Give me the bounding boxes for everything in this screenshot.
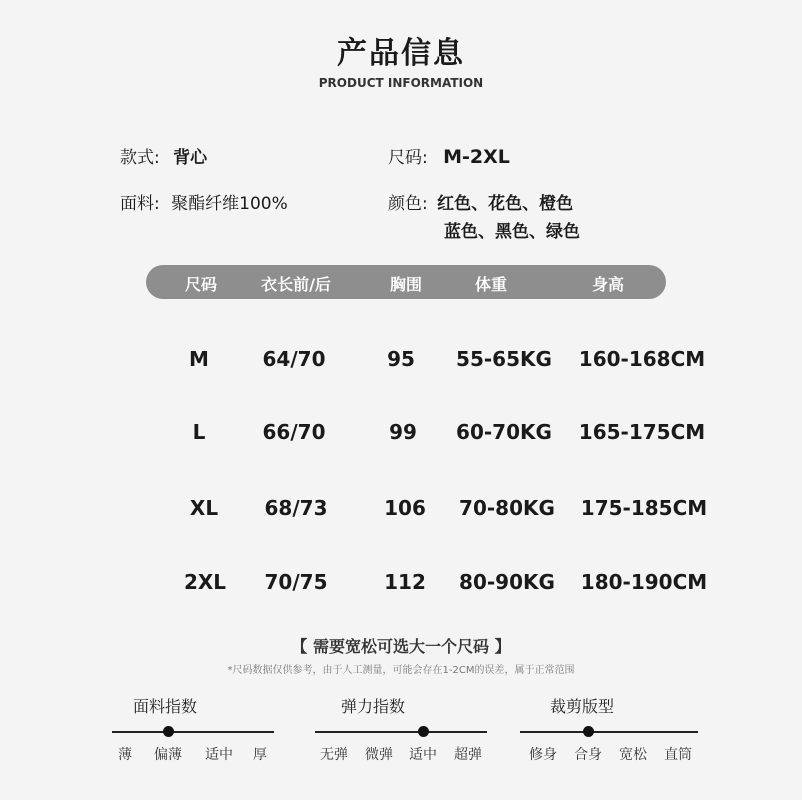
cell-weight: 55-65KG	[456, 347, 552, 371]
cell-length: 70/75	[264, 570, 328, 594]
size-label: 尺码:	[388, 148, 428, 168]
color-label: 颜色:	[388, 194, 428, 214]
header-weight: 体重	[474, 275, 507, 294]
scale-marker	[163, 726, 174, 737]
header-height: 身高	[591, 275, 624, 294]
scale-marker	[583, 726, 594, 737]
fabric-label: 面料:	[120, 194, 160, 214]
cell-weight: 60-70KG	[456, 420, 552, 444]
cell-height: 175-185CM	[580, 496, 708, 520]
scale-label: 合身	[574, 747, 602, 763]
fabric-row	[120, 189, 288, 214]
color-line2: 蓝色、黑色、绿色	[444, 222, 580, 242]
header-size: 尺码	[184, 275, 217, 294]
scale-label: 厚	[253, 747, 267, 763]
scale-label: 无弹	[320, 747, 348, 763]
scale-title: 面料指数	[133, 697, 198, 716]
cell-size: L	[192, 420, 206, 444]
color-row-2	[444, 217, 580, 242]
style-value: 背心	[173, 148, 208, 168]
cell-chest: 112	[384, 570, 426, 594]
header-length: 衣长前/后	[261, 275, 331, 294]
style-row	[120, 143, 207, 168]
cell-length: 66/70	[262, 420, 326, 444]
table-header-bar	[146, 265, 666, 299]
cell-chest: 95	[387, 347, 415, 371]
scale-title: 弹力指数	[341, 697, 406, 716]
scale-label: 超弹	[454, 747, 482, 763]
scale-label: 适中	[205, 747, 233, 763]
size-advice: 【 需要宽松可选大一个尺码 】	[291, 637, 511, 656]
size-row	[388, 143, 510, 168]
cell-height: 180-190CM	[580, 570, 708, 594]
size-value: M-2XL	[443, 146, 510, 168]
scale-line	[112, 731, 274, 733]
cell-chest: 106	[384, 496, 426, 520]
cell-size: M	[189, 347, 209, 371]
scale-label: 微弹	[365, 747, 393, 763]
scale-label: 适中	[409, 747, 437, 763]
color-line1: 红色、花色、橙色	[437, 194, 574, 214]
scale-line	[315, 731, 487, 733]
header-chest: 胸围	[389, 275, 422, 294]
scale-label: 直筒	[664, 747, 692, 763]
scale-marker	[418, 726, 429, 737]
page-subtitle: PRODUCT INFORMATION	[318, 76, 484, 90]
scale-title: 裁剪版型	[550, 697, 615, 716]
scale-label: 偏薄	[154, 747, 182, 763]
measurement-disclaimer: *尺码数据仅供参考，由于人工测量，可能会存在1-2CM的误差，属于正常范围	[227, 665, 575, 676]
cell-height: 160-168CM	[578, 347, 706, 371]
scale-label: 薄	[118, 747, 132, 763]
cell-weight: 80-90KG	[459, 570, 555, 594]
scale-line	[520, 731, 698, 733]
style-label: 款式:	[120, 148, 160, 168]
cell-size: 2XL	[183, 570, 227, 594]
scale-label: 宽松	[619, 747, 647, 763]
cell-length: 68/73	[264, 496, 328, 520]
fabric-value: 聚酯纤维100%	[171, 194, 288, 214]
cell-size: XL	[189, 496, 219, 520]
page-title: 产品信息	[337, 36, 465, 71]
cell-chest: 99	[389, 420, 417, 444]
cell-length: 64/70	[262, 347, 326, 371]
scale-label: 修身	[529, 747, 557, 763]
cell-height: 165-175CM	[578, 420, 706, 444]
color-row	[388, 189, 573, 214]
cell-weight: 70-80KG	[459, 496, 555, 520]
